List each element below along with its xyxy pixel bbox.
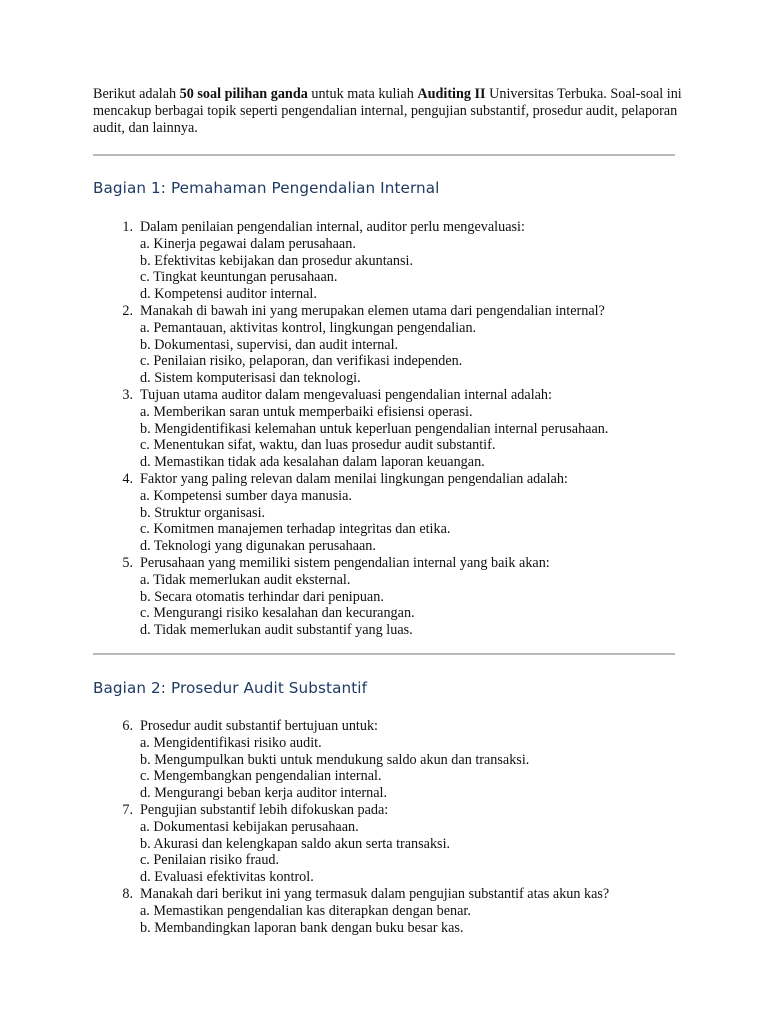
option-a: a. Dokumentasi kebijakan perusahaan.	[140, 818, 359, 835]
option-d: d. Teknologi yang digunakan perusahaan.	[140, 538, 376, 555]
option-c: c. Penilaian risiko, pelaporan, dan verifikasi independen.	[140, 353, 463, 370]
option-d: d. Kompetensi auditor internal.	[140, 286, 317, 303]
option-b: b. Membandingkan laporan bank dengan buku besar kas.	[140, 919, 464, 936]
option-b: b. Secara otomatis terhindar dari penipuan.	[140, 588, 384, 605]
question-5	[93, 555, 683, 639]
option-b: b. Mengidentifikasi kelemahan untuk keperluan pengendalian internal perusahaan.	[140, 420, 609, 437]
question-text: Manakah di bawah ini yang merupakan elemen utama dari pengendalian internal?	[140, 302, 605, 319]
option-d: d. Sistem komputerisasi dan teknologi.	[140, 370, 361, 387]
option-c: c. Penilaian risiko fraud.	[140, 852, 280, 869]
option-a: a. Memberikan saran untuk memperbaiki efisiensi operasi.	[140, 403, 473, 420]
option-a: a. Tidak memerlukan audit eksternal.	[140, 571, 351, 588]
question-text: Prosedur audit substantif bertujuan untuk:	[140, 718, 379, 734]
intro-text-1: Berikut adalah	[93, 86, 180, 102]
option-c: c. Mengurangi risiko kesalahan dan kecurangan.	[140, 605, 415, 622]
question-number: 5.	[122, 554, 133, 571]
intro-text-2: untuk mata kuliah	[307, 86, 418, 102]
option-a: a. Mengidentifikasi risiko audit.	[140, 734, 322, 751]
option-c: c. Komitmen manajemen terhadap integritas dan etika.	[140, 521, 451, 538]
section-2-question-list	[93, 718, 683, 936]
question-4	[93, 471, 683, 555]
option-d: d. Evaluasi efektivitas kontrol.	[140, 869, 314, 886]
question-text: Faktor yang paling relevan dalam menilai lingkungan pengendalian adalah:	[140, 470, 568, 487]
question-number: 4.	[122, 470, 133, 487]
section-2-title: Bagian 2: Prosedur Audit Substantif	[93, 679, 368, 697]
question-number: 6.	[122, 718, 133, 734]
option-c: c. Mengembangkan pengendalian internal.	[140, 768, 382, 785]
question-3	[93, 387, 683, 471]
section-1-title: Bagian 1: Pemahaman Pengendalian Internal	[93, 179, 440, 197]
option-a: a. Kinerja pegawai dalam perusahaan.	[140, 235, 356, 252]
question-text: Perusahaan yang memiliki sistem pengendalian internal yang baik akan:	[140, 554, 550, 571]
option-a: a. Kompetensi sumber daya manusia.	[140, 487, 352, 504]
question-8	[93, 886, 683, 936]
option-d: d. Tidak memerlukan audit substantif yang luas.	[140, 622, 413, 639]
question-text: Dalam penilaian pengendalian internal, auditor perlu mengevaluasi:	[140, 219, 525, 235]
option-c: c. Menentukan sifat, waktu, dan luas prosedur audit substantif.	[140, 437, 496, 454]
option-b: b. Dokumentasi, supervisi, dan audit internal.	[140, 336, 399, 353]
question-2	[93, 303, 683, 387]
divider-1	[93, 154, 675, 156]
option-b: b. Efektivitas kebijakan dan prosedur akuntansi.	[140, 252, 414, 269]
option-c: c. Tingkat keuntungan perusahaan.	[140, 269, 338, 286]
option-d: d. Memastikan tidak ada kesalahan dalam laporan keuangan.	[140, 454, 485, 471]
option-b: b. Akurasi dan kelengkapan saldo akun serta transaksi.	[140, 835, 451, 852]
intro-text-3: Universitas Terbuka. Soal-soal ini mencakup berbagai topik seperti pengendalian internal, pengujian substantif, prosedur audit, pelaporan audit, dan lainnya.	[93, 86, 682, 136]
intro-bold-count: 50 soal pilihan ganda	[179, 86, 308, 102]
question-text: Tujuan utama auditor dalam mengevaluasi pengendalian internal adalah:	[140, 386, 552, 403]
section-1-question-list	[93, 219, 683, 639]
question-text: Pengujian substantif lebih difokuskan pada:	[140, 801, 389, 818]
question-text: Manakah dari berikut ini yang termasuk dalam pengujian substantif atas akun kas?	[140, 885, 610, 902]
option-a: a. Memastikan pengendalian kas diterapkan dengan benar.	[140, 902, 471, 919]
option-b: b. Struktur organisasi.	[140, 504, 266, 521]
question-number: 7.	[122, 801, 133, 818]
divider-2	[93, 653, 675, 655]
question-number: 2.	[122, 302, 133, 319]
question-number: 3.	[122, 386, 133, 403]
intro-bold-course: Auditing II	[417, 86, 486, 102]
option-b: b. Mengumpulkan bukti untuk mendukung saldo akun dan transaksi.	[140, 751, 530, 768]
question-number: 1.	[122, 219, 133, 235]
option-d: d. Mengurangi beban kerja auditor internal.	[140, 785, 388, 802]
question-1	[93, 219, 683, 303]
question-6	[93, 718, 683, 802]
intro-paragraph	[93, 86, 683, 136]
question-number: 8.	[122, 885, 133, 902]
option-a: a. Pemantauan, aktivitas kontrol, lingkungan pengendalian.	[140, 319, 477, 336]
question-7	[93, 802, 683, 886]
document-page	[93, 86, 683, 936]
